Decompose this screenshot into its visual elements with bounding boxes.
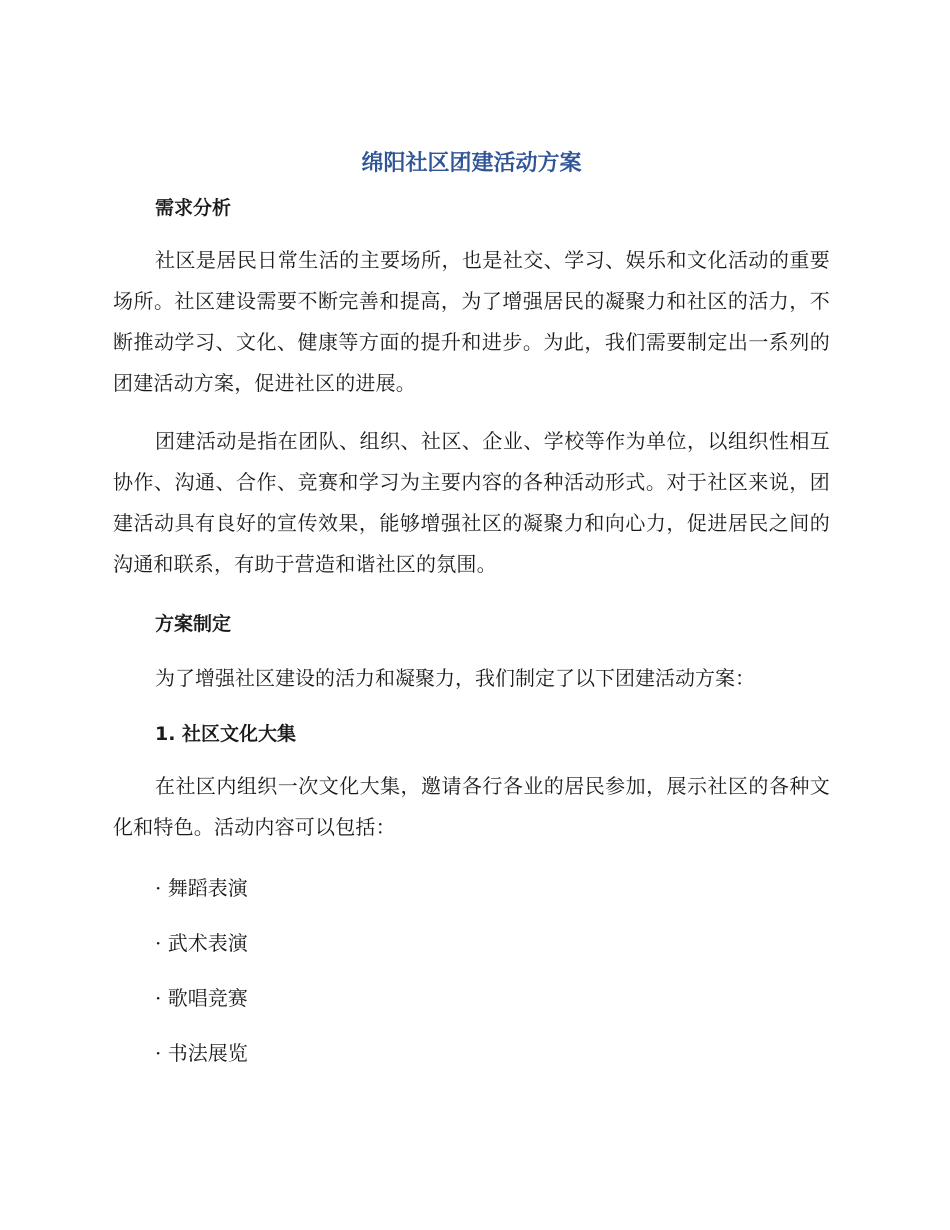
bullet-item: · 书法展览 [155, 1041, 248, 1065]
document-title: 绵阳社区团建活动方案 [361, 151, 582, 176]
bullet-item: · 舞蹈表演 [155, 876, 248, 900]
paragraph-needs-2: 团建活动是指在团队、组织、社区、企业、学校等作为单位，以组织性相互协作、沟通、合作、竞赛和学习为主要内容的各种活动形式。对于社区来说，团建活动具有良好的宣传效果，能够增强社区的凝聚力和向心力，促进居民之间的沟通和联系，有助于营造和谐社区的氛围。 [113, 429, 830, 576]
paragraph-needs-1: 社区是居民日常生活的主要场所，也是社交、学习、娱乐和文化活动的重要场所。社区建设需要不断完善和提高，为了增强居民的凝聚力和社区的活力，不断推动学习、文化、健康等方面的提升和进步。为此，我们需要制定出一系列的团建活动方案，促进社区的进展。 [113, 248, 830, 395]
paragraph-item-1: 在社区内组织一次文化大集，邀请各行各业的居民参加，展示社区的各种文化和特色。活动内容可以包括： [113, 774, 830, 839]
bullet-item: · 武术表演 [155, 931, 248, 955]
heading-plan: 方案制定 [155, 613, 232, 635]
heading-needs-analysis: 需求分析 [155, 197, 232, 219]
bullet-item: · 歌唱竞赛 [155, 986, 248, 1010]
heading-item-1: 1. 社区文化大集 [155, 723, 297, 745]
paragraph-plan-intro: 为了增强社区建设的活力和凝聚力，我们制定了以下团建活动方案： [155, 666, 755, 690]
